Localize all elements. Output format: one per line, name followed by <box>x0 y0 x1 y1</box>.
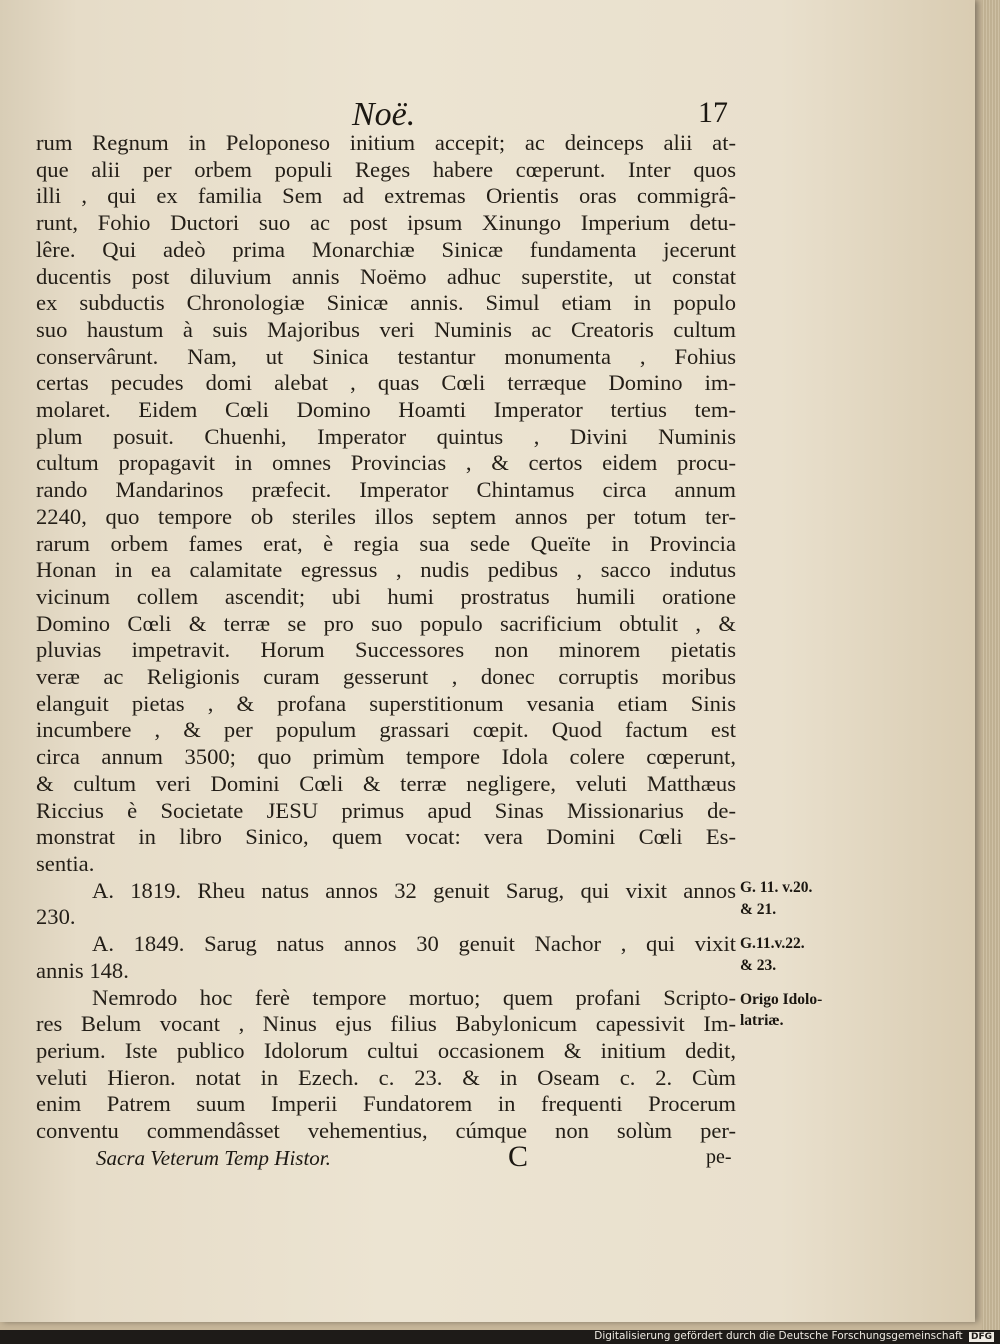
text-line: lêre. Qui adeò prima Monarchiæ Sinicæ fundamenta jecerunt <box>36 236 736 262</box>
text-line: veluti Hieron. notat in Ezech. c. 23. & in Oseam c. 2. Cùm <box>36 1064 736 1090</box>
margin-note: G.11.v.22. <box>740 935 805 952</box>
catchword: pe- <box>706 1146 732 1168</box>
text-line: cultum propagavit in omnes Provincias , & certos eidem procu- <box>36 450 736 476</box>
text-line: conventu commendâsset vehementius, cúmque non solùm per- <box>36 1118 736 1144</box>
text-line: veræ ac Religionis curam gesserunt , donec corruptis moribus <box>36 664 736 690</box>
text-line: illi , qui ex familia Sem ad extremas Orientis oras commigrâ- <box>36 183 736 209</box>
margin-note: G. 11. v.20. <box>740 879 813 896</box>
text-line: runt, Fohio Ductori suo ac post ipsum Xinungo Imperium detu- <box>36 210 736 236</box>
page-footer <box>96 1140 746 1180</box>
text-line: rando Mandarinos præfecit. Imperator Chintamus circa annum <box>36 477 736 503</box>
text-line: vicinum collem ascendit; ubi humi prostratus humili oratione <box>36 583 736 609</box>
attribution-text: Digitalisierung gefördert durch die Deutsche Forschungsgemeinschaft <box>594 1330 963 1342</box>
text-line: que alii per orbem populi Reges habere cœperunt. Inter quos <box>36 156 736 182</box>
text-line: monstrat in libro Sinico, quem vocat: vera Domini Cœli Es- <box>36 824 736 850</box>
text-line: A. 1819. Rheu natus annos 32 genuit Sarug, qui vixit annos <box>92 877 736 903</box>
text-line: Riccius è Societate JESU primus apud Sinas Missionarius de- <box>36 797 736 823</box>
text-line: perium. Iste publico Idolorum cultui occasionem & initium dedit, <box>36 1037 736 1063</box>
signature-mark: C <box>508 1140 529 1173</box>
margin-note: & 21. <box>740 901 777 918</box>
text-line: 230. <box>36 904 76 930</box>
margin-note: Origo Idolo- <box>740 991 823 1008</box>
body-text <box>36 130 736 1145</box>
text-line: Domino Cœli & terræ se pro suo populo sacrificium obtulit , & <box>36 610 736 636</box>
page-number: 17 <box>698 96 728 129</box>
text-line: rarum orbem fames erat, è regia sua sede Queïte in Provincia <box>36 530 736 556</box>
text-line: ex subductis Chronologiæ Sinicæ annis. Simul etiam in populo <box>36 290 736 316</box>
footer-title: Sacra Veterum Temp Histor. <box>96 1146 331 1170</box>
text-line: molaret. Eidem Cœli Domino Hoamti Imperator tertius tem- <box>36 397 736 423</box>
text-line: pluvias impetravit. Horum Successores non minorem pietatis <box>36 637 736 663</box>
text-line: suo haustum à suis Majoribus veri Numinis ac Creatoris cultum <box>36 316 736 342</box>
running-head: Noë. <box>352 96 416 133</box>
text-line: incumbere , & per populum grassari cœpit. Quod factum est <box>36 717 736 743</box>
text-line: Honan in ea calamitate egressus , nudis pedibus , sacco indutus <box>36 557 736 583</box>
margin-note: & 23. <box>740 957 777 974</box>
page-edge <box>982 0 1000 1330</box>
text-line: res Belum vocant , Ninus ejus filius Babylonicum capessivit Im- <box>36 1011 736 1037</box>
text-line: conservârunt. Nam, ut Sinica testantur monumenta , Fohius <box>36 343 736 369</box>
text-line: ducentis post diluvium annis Noëmo adhuc superstite, ut constat <box>36 263 736 289</box>
text-line: plum posuit. Chuenhi, Imperator quintus , Divini Numinis <box>36 423 736 449</box>
text-line: enim Patrem suum Imperii Fundatorem in frequenti Procerum <box>36 1091 736 1117</box>
text-line: annis 148. <box>36 957 129 983</box>
text-line: elanguit pietas , & profana superstitionum vesania etiam Sinis <box>36 690 736 716</box>
text-line: A. 1849. Sarug natus annos 30 genuit Nachor , qui vixit <box>92 931 736 957</box>
text-line: circa annum 3500; quo primùm tempore Idola colere cœperunt, <box>36 744 736 770</box>
text-line: Nemrodo hoc ferè tempore mortuo; quem profani Scripto- <box>92 984 736 1010</box>
margin-note: latriæ. <box>740 1012 784 1029</box>
text-line: & cultum veri Domini Cœli & terræ negligere, veluti Matthæus <box>36 770 736 796</box>
text-line: certas pecudes domi alebat , quas Cœli terræque Domino im- <box>36 370 736 396</box>
text-line: rum Regnum in Peloponeso initium accepit; ac deinceps alii at- <box>36 130 736 155</box>
dfg-logo-icon: DFG <box>970 1332 992 1342</box>
attribution-footer <box>594 1330 994 1342</box>
text-line: sentia. <box>36 850 95 876</box>
text-line: 2240, quo tempore ob steriles illos septem annos per totum ter- <box>36 503 736 529</box>
